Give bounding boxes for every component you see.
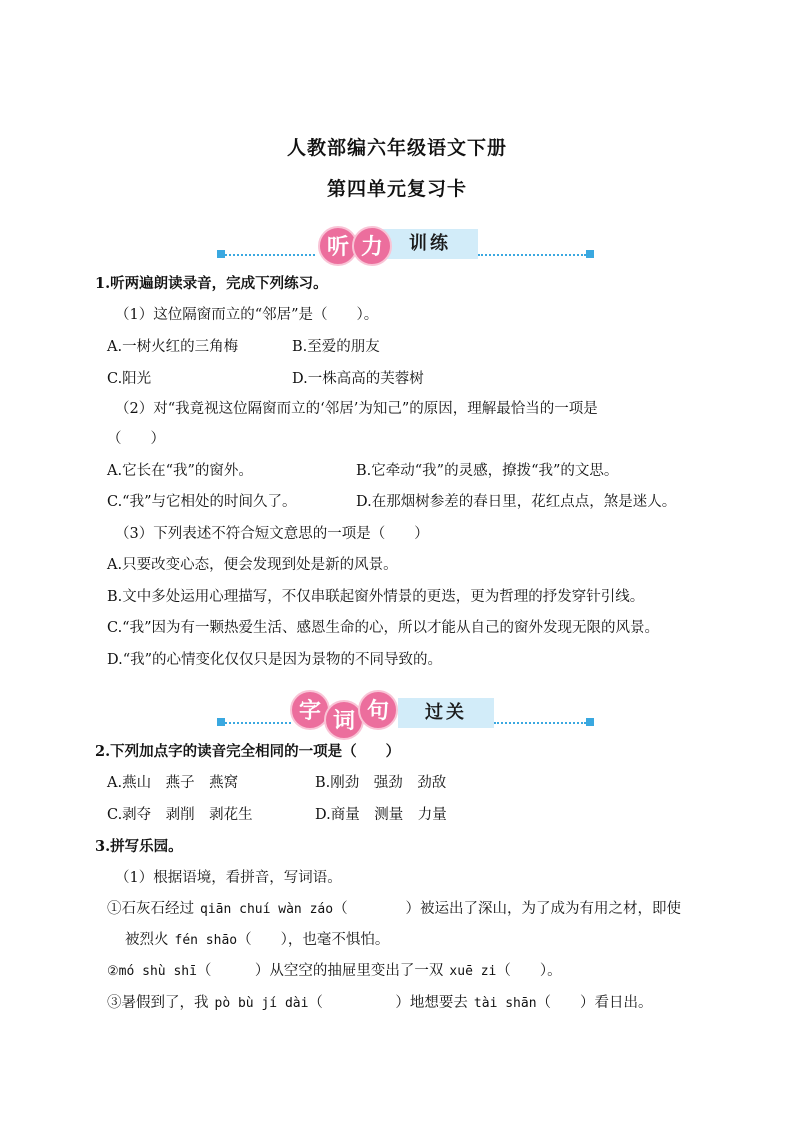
q1-part2-answer-blank: （ ） [107,431,165,447]
q2-option-a: A.燕山 燕子 燕窝 [107,775,239,791]
pinyin-prompt: ②mó shù shī [107,964,197,979]
item-text: ③暑假到了，我 [107,995,209,1011]
section-tab: 过关 [398,698,494,728]
q3-part1-prompt: （1）根据语境，看拼音，写词语。 [115,870,342,886]
item-text: （ ）被运出了深山，为了成为有用之材，即使 [333,901,682,917]
q1-part3-option-b: B.文中多处运用心理描写，不仅串联起窗外情景的更迭，更为哲理的抒发穿针引线。 [107,589,645,605]
question-3-stem: 3.拼写乐园。 [95,838,183,855]
q1-part3-prompt: （3）下列表述不符合短文意思的一项是（ ） [115,526,429,542]
line-end-right [586,250,594,258]
line-end-left [217,718,225,726]
pinyin-prompt: xuē zi [449,964,497,979]
q1-part1-option-d: D.一株高高的芙蓉树 [292,371,424,387]
bubble-char: 词 [324,700,364,740]
document-title: 人教部编六年级语文下册 [286,137,507,159]
q2-option-d: D.商量 测量 力量 [315,807,447,823]
q2-option-b: B.刚劲 强劲 劲敌 [315,775,447,791]
q1-part1-option-a: A.一树火红的三角梅 [107,339,239,355]
section-tab: 训练 [382,229,478,259]
q2-option-c: C.剥夺 剥削 剥花生 [107,807,253,823]
item-text: ①石灰石经过 [107,901,194,917]
q3-item-3 [107,993,653,1014]
dotted-divider-left [225,722,291,724]
pinyin-prompt: qiān chuí wàn záo [200,902,334,917]
bubble-char: 听 [318,226,358,266]
q1-part3-option-a: A.只要改变心态，便会发现到处是新的风景。 [107,557,398,573]
line-end-left [217,250,225,258]
q1-part2-option-b: B.它牵动“我”的灵感，撩拨“我”的文思。 [356,463,619,479]
pinyin-prompt: pò bù jí dài [214,996,309,1011]
item-text: 被烈火 [125,932,169,948]
line-end-right [586,718,594,726]
document-subtitle: 第四单元复习卡 [326,178,467,200]
question-2-stem: 2.下列加点字的读音完全相同的一项是（ ） [95,743,401,760]
q1-part1-option-b: B.至爱的朋友 [292,339,380,355]
bubble-char: 力 [352,226,392,266]
q3-item-1 [107,899,681,920]
question-1-stem: 1.听两遍朗读录音，完成下列练习。 [95,275,328,292]
bubble-char: 句 [358,690,398,730]
q1-part2-option-a: A.它长在“我”的窗外。 [107,463,253,479]
pinyin-prompt: fén shāo [174,933,238,948]
dotted-divider-right [494,722,586,724]
item-text: （ ）从空空的抽屉里变出了一双 [196,963,444,979]
item-text: （ ）地想要去 [308,995,468,1011]
q1-part1-prompt: （1）这位隔窗而立的“邻居”是（ ）。 [115,307,379,323]
item-text: （ ）看日出。 [536,995,653,1011]
pinyin-prompt: tài shān [473,996,537,1011]
item-text: （ ），也毫不惧怕。 [237,932,390,948]
q3-item-2 [107,961,562,982]
q1-part3-option-c: C.“我”因为有一颗热爱生活、感恩生命的心，所以才能从自己的窗外发现无限的风景。 [107,620,660,636]
dotted-divider-left [225,254,315,256]
item-text: （ ）。 [496,963,562,979]
dotted-divider-right [478,254,586,256]
q3-item-1-continued [125,930,389,951]
q1-part2-prompt: （2）对“我竟视这位隔窗而立的‘邻居’为知己”的原因，理解最恰当的一项是 [115,401,598,417]
bubble-char: 字 [290,690,330,730]
q1-part1-option-c: C.阳光 [107,371,152,387]
q1-part3-option-d: D.“我”的心情变化仅仅只是因为景物的不同导致的。 [107,652,443,668]
q1-part2-option-c: C.“我”与它相处的时间久了。 [107,494,297,510]
q1-part2-option-d: D.在那烟树参差的春日里，花红点点，煞是迷人。 [356,494,677,510]
